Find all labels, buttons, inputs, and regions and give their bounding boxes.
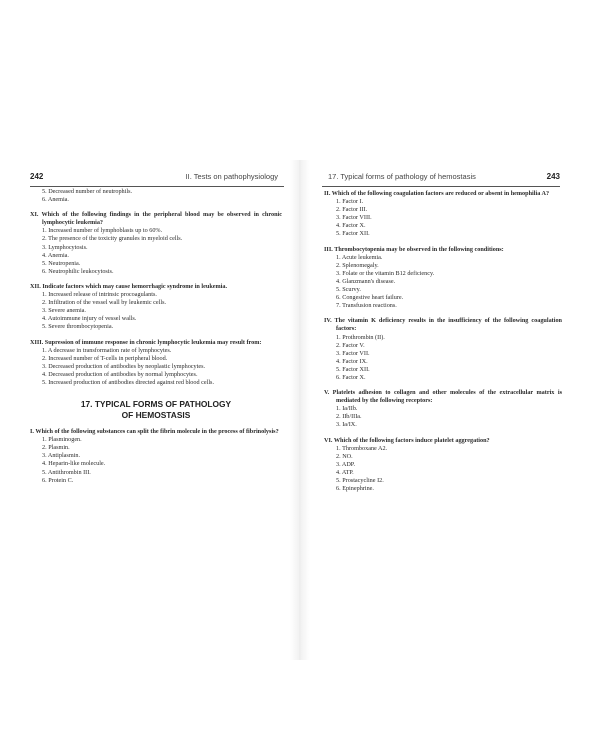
question-title: V. Platelets adhesion to collagen and other molecules of the extracellular matrix is mediated by the following receptors:	[324, 389, 562, 405]
answer-option: 3. Ia/IX.	[336, 421, 357, 429]
answer-option: 2. IIb/IIIa.	[336, 413, 362, 421]
question-title: XII. Indicate factors which may cause hemorrhagic syndrome in leukemia.	[30, 282, 228, 290]
answer-option: 6. Protein C.	[42, 476, 74, 484]
answer-option: 6. Neutrophilic leukocytosis.	[42, 267, 114, 275]
answer-option: 2. Factor III.	[336, 206, 368, 214]
answer-option: 2. Infiltration of the vessel wall by leukemic cells.	[42, 299, 167, 307]
answer-option: 4. Decreased production of antibodies by normal lymphocytes.	[42, 370, 198, 378]
answer-option: 1. Increased release of intrinsic procoagulants.	[42, 291, 157, 299]
answer-option: 5. Severe thrombocytopenia.	[42, 323, 114, 331]
answer-option: 3. Decreased production of antibodies by neoplastic lymphocytes.	[42, 362, 206, 370]
answer-option: 4. ATP.	[336, 468, 354, 476]
question-title: I. Which of the following substances can split the fibrin molecule in the process of fibrinolysis?	[30, 428, 279, 436]
section-heading-line: OF HEMOSTASIS	[121, 410, 191, 421]
answer-option: 5. Factor XII.	[336, 365, 370, 373]
right-content	[324, 190, 562, 493]
answer-option: 3. Folate or the vitamin B12 deficiency.	[336, 269, 435, 277]
book-spread	[0, 160, 600, 660]
answer-option: 1. Ia/IIb.	[336, 405, 358, 413]
answer-option: 5. Factor XII.	[336, 230, 370, 238]
question-title: VI. Which of the following factors induce platelet aggregation?	[324, 436, 490, 444]
right-running-header	[322, 172, 560, 187]
answer-option: 1. A decrease in transformation rate of lymphocytes.	[42, 346, 172, 354]
answer-option: 2. The presence of the toxicity granules in myeloid cells.	[42, 235, 183, 243]
answer-option: 3. Lymphocytosis.	[42, 243, 88, 251]
left-page	[0, 160, 298, 660]
answer-option: 1. Plasminogen.	[42, 436, 82, 444]
answer-option: 2. Factor V.	[336, 341, 365, 349]
left-content	[30, 188, 282, 485]
left-page-number: 242	[30, 172, 44, 181]
answer-option: 5. Antithrombin III.	[42, 468, 91, 476]
question-title: II. Which of the following coagulation factors are reduced or absent in hemophilia A?	[324, 190, 550, 197]
right-page-number: 243	[546, 172, 560, 181]
answer-option: 5. Prostacycline I2.	[336, 477, 384, 484]
left-running-header	[30, 172, 284, 187]
list-item: 5. Decreased number of neutrophils.	[42, 188, 133, 195]
right-page	[302, 160, 600, 660]
answer-option: 3. Factor VIII.	[336, 214, 372, 222]
answer-option: 1. Factor I.	[336, 198, 364, 206]
question-title: III. Thrombocytopenia may be observed in the following conditions:	[324, 245, 504, 253]
left-header-title: II. Tests on pathophysiology	[185, 172, 278, 181]
right-header-title: 17. Typical forms of pathology of hemostasis	[328, 172, 476, 181]
question-title: XI. Which of the following findings in the peripheral blood may be observed in chronic lymphocytic leukemia?	[30, 211, 282, 227]
answer-option: 3. Severe anemia.	[42, 307, 86, 315]
answer-option: 1. Acute leukemia.	[336, 253, 383, 261]
answer-option: 4. Heparin-like molecule.	[42, 460, 106, 468]
list-item: 6. Anemia.	[42, 196, 69, 204]
answer-option: 4. Glanzmann's disease.	[336, 277, 396, 285]
section-heading	[30, 399, 282, 421]
question-title: IV. The vitamin K deficiency results in the insufficiency of the following coagulation factors:	[324, 317, 562, 333]
answer-option: 1. Prothrombin (II).	[336, 333, 385, 341]
answer-option: 5. Increased production of antibodies directed against red blood cells.	[42, 378, 214, 386]
answer-option: 6. Factor X.	[336, 373, 366, 381]
answer-option: 2. NO.	[336, 452, 353, 460]
answer-option: 6. Congestive heart failure.	[336, 294, 404, 302]
answer-option: 3. Antiplasmin.	[42, 452, 80, 460]
answer-option: 5. Neutropenia.	[42, 259, 81, 267]
answer-option: 3. Factor VII.	[336, 349, 370, 357]
question-title: XIII. Supression of immune response in chronic lymphocytic leukemia may result from:	[30, 338, 262, 346]
answer-option: 4. Factor X.	[336, 222, 366, 230]
answer-option: 1. Thromboxane A2.	[336, 444, 388, 452]
answer-option: 6. Epinephrine.	[336, 485, 374, 493]
answer-option: 2. Plasmin.	[42, 444, 70, 452]
answer-option: 2. Splenomegaly.	[336, 261, 379, 269]
answer-option: 4. Anemia.	[42, 251, 69, 259]
answer-option: 1. Increased number of lymphoblasts up to 60%.	[42, 227, 163, 235]
answer-option: 4. Factor IX.	[336, 357, 368, 365]
answer-option: 2. Increased number of T-cells in peripheral blood.	[42, 354, 168, 362]
answer-option: 7. Transfusion reactions.	[336, 302, 397, 310]
answer-option: 3. ADP.	[336, 460, 356, 468]
answer-option: 5. Scurvy.	[336, 286, 361, 294]
section-heading-line: 17. TYPICAL FORMS OF PATHOLOGY	[80, 399, 232, 410]
answer-option: 4. Autoimmune injury of vessel walls.	[42, 315, 137, 323]
